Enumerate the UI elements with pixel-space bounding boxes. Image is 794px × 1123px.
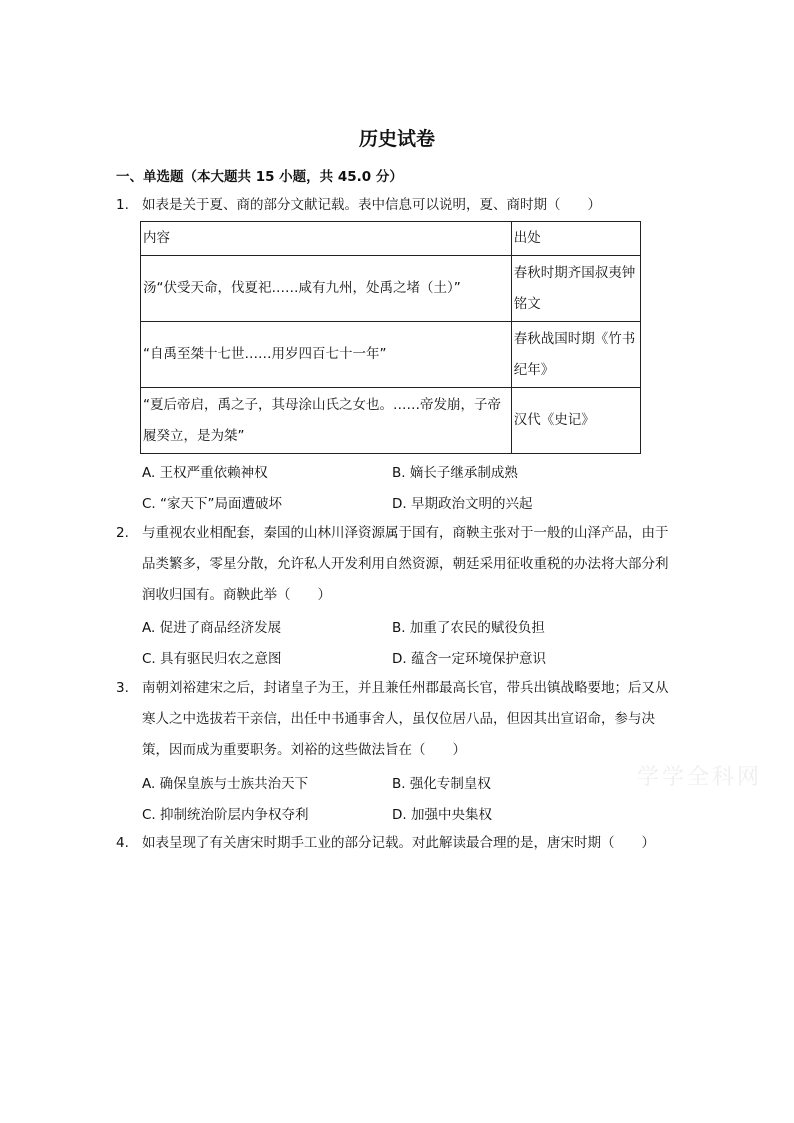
- table-cell-source: 春秋战国时期《竹书纪年》: [511, 322, 640, 388]
- option-d[interactable]: D. 早期政治文明的兴起: [392, 496, 533, 512]
- question-text: 如表是关于夏、商的部分文献记载。表中信息可以说明，夏、商时期（ ）: [142, 197, 601, 213]
- table-cell-source: 汉代《史记》: [511, 388, 640, 454]
- option-b[interactable]: B. 嫡长子继承制成熟: [392, 465, 518, 481]
- option-c[interactable]: C. 具有驱民归农之意图: [142, 651, 282, 667]
- question-number: 3.: [116, 680, 129, 696]
- option-a[interactable]: A. 促进了商品经济发展: [142, 620, 282, 636]
- table-header-row: [141, 222, 641, 256]
- page-title: 历史试卷: [358, 128, 435, 150]
- table-cell-content: “夏后帝启，禹之子，其母涂山氏之女也。……帝发崩，子帝履癸立，是为桀”: [141, 388, 512, 454]
- table-cell-content: “自禹至桀十七世……用岁四百七十一年”: [141, 322, 512, 388]
- table-cell-source: 春秋时期齐国叔夷钟铭文: [511, 256, 640, 322]
- table-cell-content: 汤“伏受天命，伐夏祀……咸有九州，处禹之堵（土）”: [141, 256, 512, 322]
- option-a[interactable]: A. 确保皇族与士族共治天下: [142, 776, 309, 792]
- question-number: 2.: [116, 525, 129, 541]
- question-text: 与重视农业相配套，秦国的山林川泽资源属于国有，商鞅主张对于一般的山泽产品，由于品类繁多，零星分散，允许私人开发利用自然资源，朝廷采用征收重税的办法将大部分利润收归国有。商鞅此举（ ）: [142, 525, 669, 603]
- table-row: [141, 256, 641, 322]
- question-text: 南朝刘裕建宋之后，封诸皇子为王，并且兼任州郡最高长官，带兵出镇战略要地；后又从寒人之中选拔若干亲信，出任中书通事舍人，虽仅位居八品，但因其出宣诏命，参与决策，因而成为重要职务。刘裕的这些做法旨在（ ）: [142, 680, 669, 758]
- option-a[interactable]: A. 王权严重依赖神权: [142, 465, 268, 481]
- option-b[interactable]: B. 强化专制皇权: [392, 776, 491, 792]
- option-d[interactable]: D. 蕴含一定环境保护意识: [392, 651, 546, 667]
- section-heading: 一、单选题（本大题共 15 小题，共 45.0 分）: [116, 169, 403, 185]
- table-header-source: 出处: [511, 222, 640, 256]
- option-c[interactable]: C. 抑制统治阶层内争权夺利: [142, 807, 309, 823]
- question-number: 1.: [116, 197, 129, 213]
- watermark: 学学全科网: [637, 765, 763, 790]
- option-d[interactable]: D. 加强中央集权: [392, 807, 492, 823]
- question-text: 如表呈现了有关唐宋时期手工业的部分记载。对此解读最合理的是，唐宋时期（ ）: [142, 835, 655, 851]
- source-table: [140, 221, 641, 454]
- table-row: [141, 388, 641, 454]
- question-number: 4.: [116, 835, 129, 851]
- option-b[interactable]: B. 加重了农民的赋役负担: [392, 620, 545, 636]
- table-row: [141, 322, 641, 388]
- option-c[interactable]: C. “家天下”局面遭破坏: [142, 496, 282, 512]
- table-header-content: 内容: [141, 222, 512, 256]
